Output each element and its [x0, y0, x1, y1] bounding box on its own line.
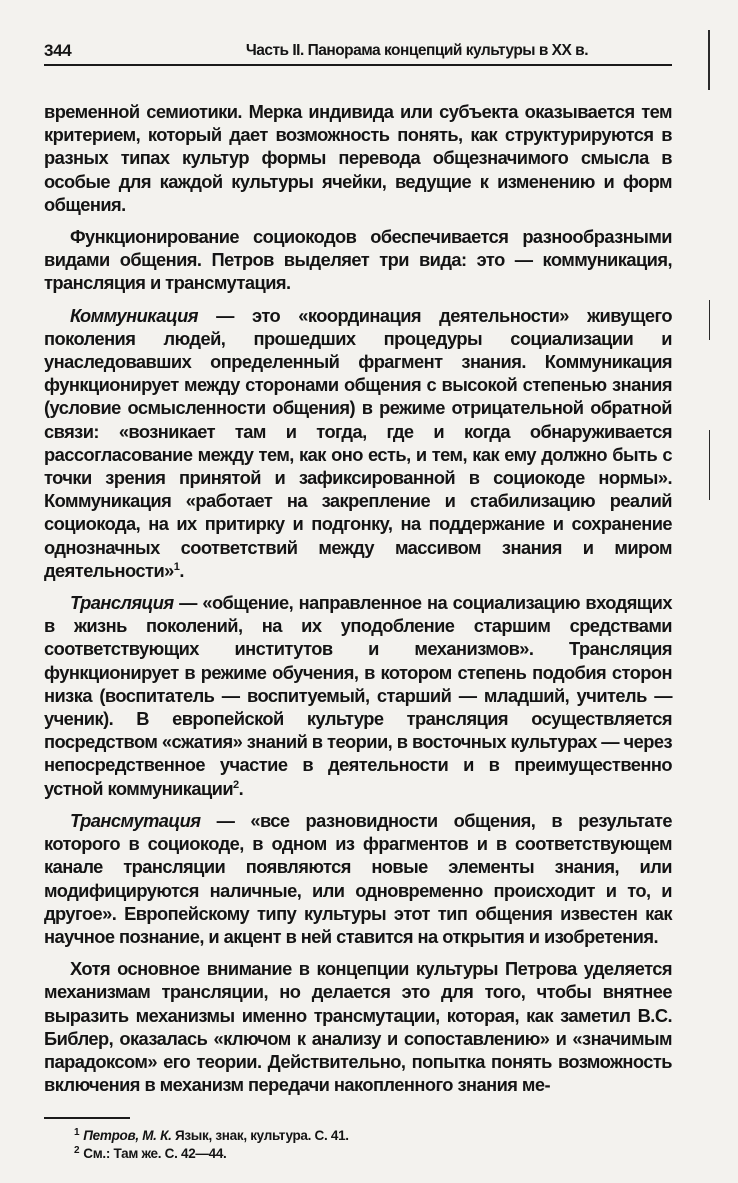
footnote-divider: [44, 1117, 130, 1119]
footnote-ref: 2: [233, 778, 239, 791]
paragraph: Хотя основное внимание в концепции культуры Петрова уделяется механизмам трансляции, но делается это для того, чтобы внятнее выразить механизмы именно трансмутации, которая, как заметил В.С. Библер, оказалась «ключом к анализу и сопоставлению» и «значимым парадоксом» его теории. Действительно, попытка понять возможность включения в механизм передачи накопленного знания ме-: [44, 958, 672, 1096]
footnote: $^1$ Петров, М. К. Язык, знак, культура. С. 41.: [74, 1126, 349, 1144]
paragraph: Трансмутация — «все разновидности общения, в результате которого в социокоде, в одном из фрагментов и в соответствующем канале трансляции появляются новые элементы знания, или модифицируются наличные, или одновременно происходит и то, и другое». Европейскому типу культуры этот тип общения известен как научное познание, и акцент в ней ставится на открытия и изобретения.: [44, 809, 672, 947]
paragraph: Коммуникация — это «координация деятельности» живущего поколения людей, прошедших процедуры социализации и унаследовавших определенный фрагмент знания. Коммуникация функционирует между сторонами общения с высокой степенью знания (условие осмысленности общения) в режиме отрицательной обратной связи: «возникает там и тогда, где и когда обнаруживается рассогласование между тем, как оно есть, и тем, как ему должно быть с точки зрения принятой и зафиксированной в социокоде нормы». Коммуникация «работает на закрепление и стабилизацию реалий социокода, на их притирку и подгонку, на поддержание и сохранение однозначных соответствий между массивом знания и миром деятельности»$^1$.: [44, 304, 672, 581]
paragraph: Функционирование социокодов обеспечивается разнообразными видами общения. Петров выделяет три вида: это — коммуникация, трансляция и трансмутация.: [44, 226, 672, 294]
page-edge-mark: [709, 300, 710, 340]
page-header: [44, 38, 672, 66]
page-edge-mark: [709, 430, 710, 500]
book-page: [44, 38, 672, 1163]
term-translation: Трансляция: [70, 592, 174, 614]
term-communication: Коммуникация: [70, 304, 198, 326]
term-transmutation: Трансмутация: [70, 809, 201, 831]
footnote-ref: 1: [173, 560, 180, 573]
paragraph: временной семиотики. Мерка индивида или субъекта оказывается тем критерием, который дает возможность понять, как структурируются в разных типах культур формы перевода общезначимого смысла в особые для каждой культуры ячейки, ведущие к изменению и форм общения.: [44, 101, 672, 215]
page-number: 344: [44, 41, 72, 60]
footnotes: [44, 1127, 672, 1163]
running-head: Часть II. Панорама концепций культуры в XX в.: [245, 42, 588, 59]
footnote: $^2$ См.: Там же. С. 42—44.: [74, 1144, 227, 1162]
page-edge-mark: [708, 30, 710, 90]
body-text: [44, 100, 672, 1096]
paragraph: Трансляция — «общение, направленное на социализацию входящих в жизнь поколений, на их уподобление старшим средствами соответствующих институтов и механизмов». Трансляция функционирует в режиме обучения, в котором степень подобия сторон низка (воспитатель — воспитуемый, старший — младший, учитель — ученик). В европейской культуре трансляция осуществляется посредством «сжатия» знаний в теории, в восточных культурах — через непосредственное участие в деятельности и в преимущественно устной коммуникации$^2$.: [44, 592, 672, 799]
